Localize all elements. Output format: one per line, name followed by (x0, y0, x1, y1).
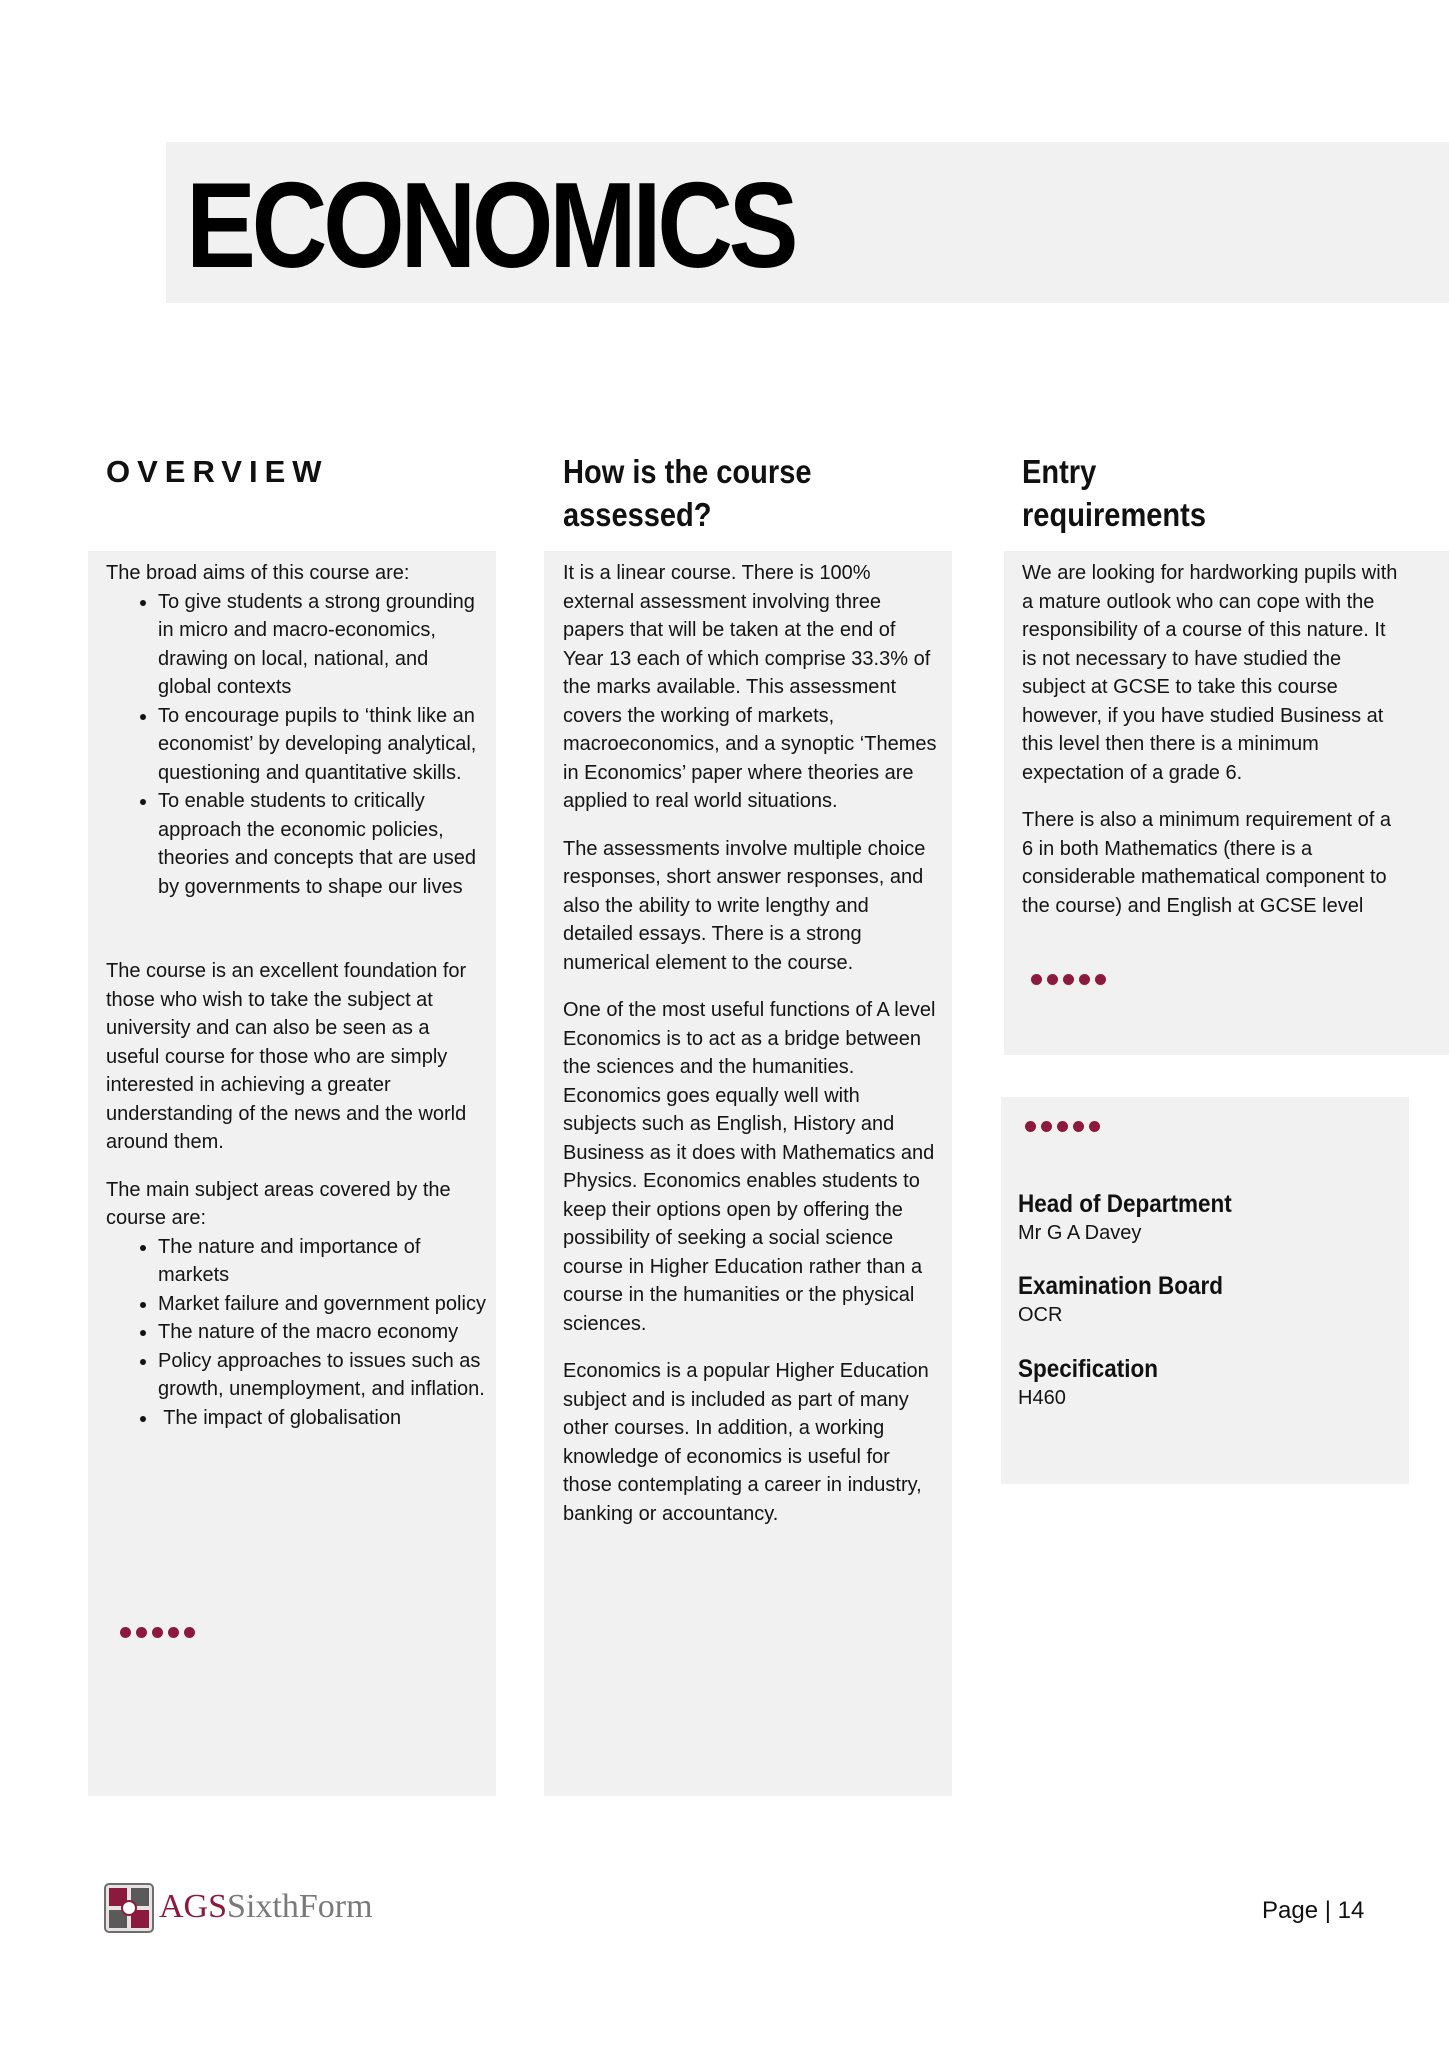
overview-intro: The broad aims of this course are: (106, 562, 410, 584)
list-item: • To encourage pupils to ‘think like an economist’ by developing analytical, questioning and quantitative skills. (158, 702, 486, 788)
list-item: • To enable students to critically approach the economic policies, theories and concepts that are used by governments to shape our lives (158, 787, 486, 901)
assessment-paragraph: The assessments involve multiple choice responses, short answer responses, and also the ability to write lengthy and detailed essays. There is a strong numerical element to the course. (563, 837, 926, 974)
list-item: • The impact of globalisation (158, 1404, 486, 1433)
page-number: Page | 14 (1262, 1897, 1365, 1924)
decorative-dots (1025, 1121, 1100, 1132)
areas-intro: The main subject areas covered by the course are: (106, 1178, 451, 1229)
areas-list (106, 1233, 486, 1433)
specification (1018, 1353, 1378, 1412)
head-label: Head of Department (1018, 1190, 1232, 1218)
school-crest-icon (103, 1882, 155, 1934)
assessment-paragraph: One of the most useful functions of A level Economics is to act as a bridge between the sciences and the humanities. Economics goes equally well with subjects such as English, History and Business as it does with Mathematics and Physics. Economics enables students to keep their options open by offering the possibility of seeking a social science course in Higher Education rather than a course in the humanities or the physical sciences. (563, 999, 936, 1335)
list-item: • Market failure and government policy (158, 1290, 486, 1319)
overview-text (106, 559, 486, 1432)
logo-ags: AGS (159, 1888, 228, 1925)
assessment-heading: How is the course assessed? (563, 453, 812, 533)
aims-list (106, 588, 486, 902)
assessment-paragraph: Economics is a popular Higher Education subject and is included as part of many other courses. In addition, a working knowledge of economics is useful for those contemplating a career in industry, banking or accountancy. (563, 1360, 929, 1525)
entry-paragraph: We are looking for hardworking pupils with a mature outlook who can cope with the responsibility of a course of this nature. It is not necessary to have studied the subject at GCSE to take this course however, if you have studied Business at this level then there is a minimum expectation of a grade 6. (1022, 562, 1398, 784)
entry-paragraph: There is also a minimum requirement of a 6 in both Mathematics (there is a considerable mathematical component to the course) and English at GCSE level (1022, 809, 1392, 917)
head-value: Mr G A Davey (1018, 1222, 1142, 1244)
spec-label: Specification (1018, 1355, 1159, 1383)
entry-heading: Entry requirements (1022, 453, 1206, 533)
decorative-dots (120, 1627, 195, 1638)
assessment-text (563, 559, 938, 1547)
board-value: OCR (1018, 1304, 1063, 1326)
head-of-department (1018, 1188, 1378, 1247)
page-title: ECONOMICS (186, 157, 795, 293)
logo-sixthform: SixthForm (227, 1888, 373, 1925)
list-item: • The nature of the macro economy (158, 1318, 486, 1347)
list-item: • Policy approaches to issues such as growth, unemployment, and inflation. (158, 1347, 486, 1404)
examination-board (1018, 1270, 1378, 1329)
assessment-paragraph: It is a linear course. There is 100% external assessment involving three papers that will be taken at the end of Year 13 each of which comprise 33.3% of the marks available. This assessment covers the working of markets, macroeconomics, and a synoptic ‘Themes in Economics’ paper where theories are applied to real world situations. (563, 562, 937, 812)
school-logo-text (159, 1885, 373, 1929)
overview-heading: OVERVIEW (106, 454, 329, 489)
decorative-dots (1031, 974, 1106, 985)
list-item: • To give students a strong grounding in micro and macro-economics, drawing on local, national, and global contexts (158, 588, 486, 702)
spec-value: H460 (1018, 1387, 1066, 1409)
list-item: • The nature and importance of markets (158, 1233, 486, 1290)
entry-text (1022, 559, 1402, 939)
board-label: Examination Board (1018, 1272, 1224, 1300)
overview-foundation: The course is an excellent foundation for those who wish to take the subject at university and can also be seen as a useful course for those who are simply interested in achieving a greater understanding of the news and the world around them. (106, 960, 467, 1153)
